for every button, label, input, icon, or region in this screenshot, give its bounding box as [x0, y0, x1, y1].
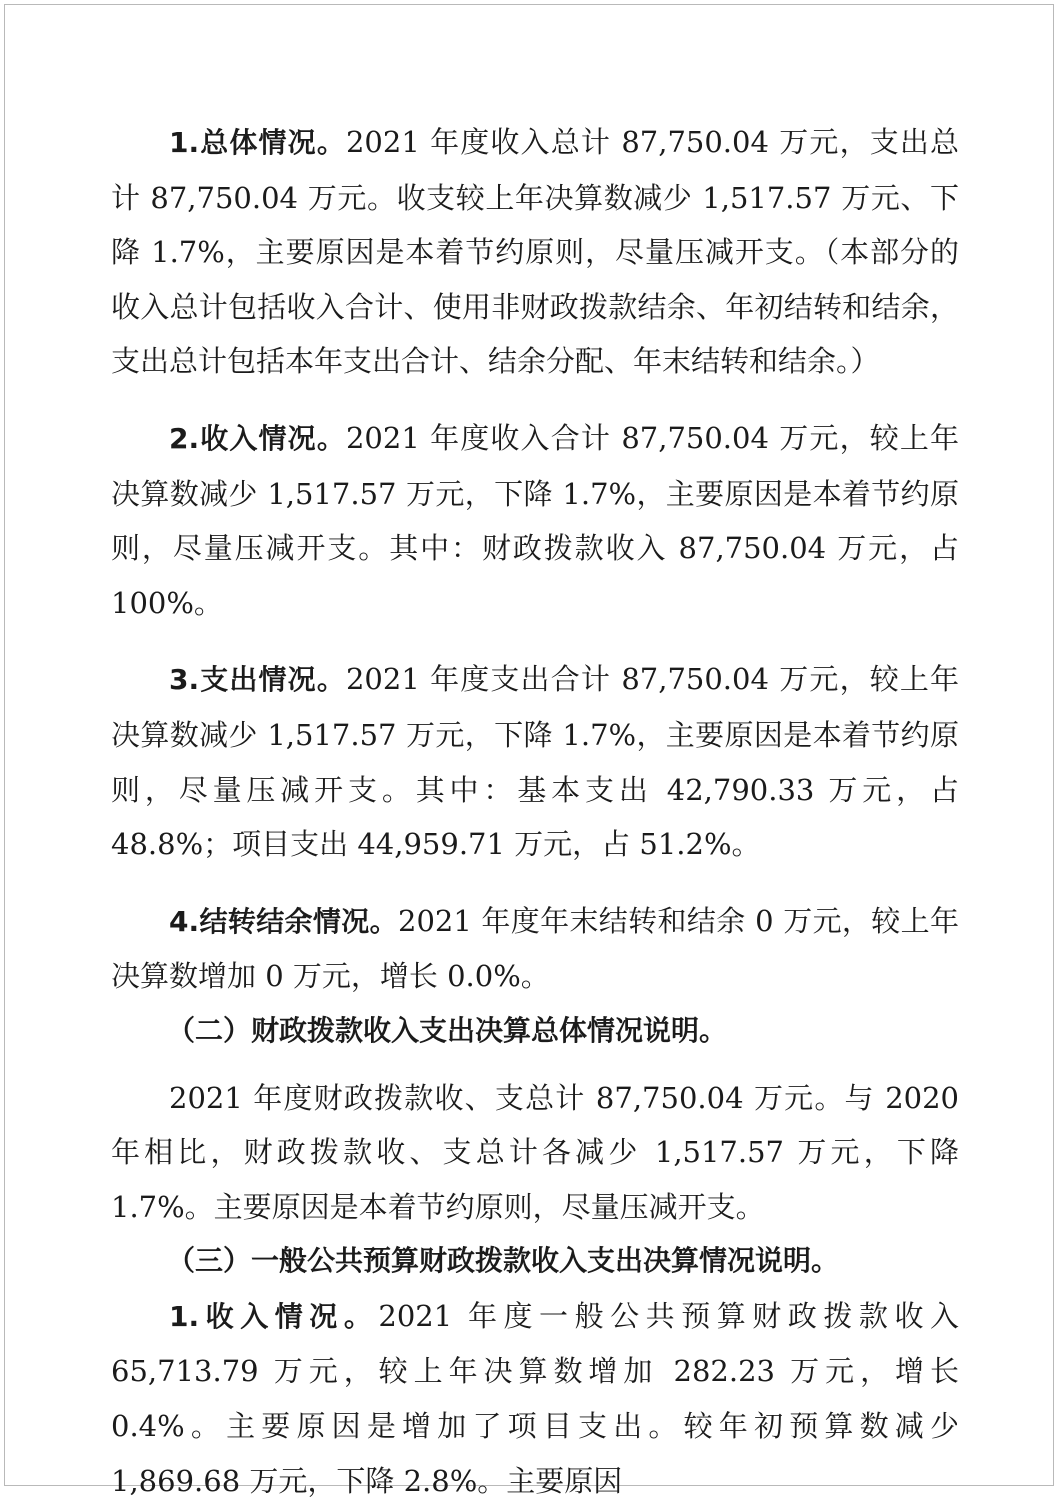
section-heading-2: （二）财政拨款收入支出决算总体情况说明。 [167, 1013, 728, 1047]
overall-text: 2021 年度收入总计 87,750.04 万元，支出总计 87,750.04 万元。收支较上年决算数减少 1,517.57 万元、下降 1.7%，主要原因是本着节约原则，尽量压减开支。（本部分的收入总计包括收入合计、使用非财政拨款结余、年初结转和结余，支出总计包括本年支出合计、结余分配、年末结转和结余。） [111, 125, 959, 379]
income-label: 2.收入情况。 [169, 421, 346, 455]
general-budget-income-label: 1.收入情况。 [169, 1299, 379, 1333]
fiscal-overall-paragraph [111, 1071, 959, 1235]
general-budget-income-text: 2021 年度一般公共预算财政拨款收入 65,713.79 万元，较上年决算数增加 282.23 万元，增长 0.4%。主要原因是增加了项目支出。较年初预算数减少 1,869.68 万元，下降 2.8%。主要原因 [111, 1298, 959, 1498]
income-text: 2021 年度收入合计 87,750.04 万元，较上年决算数减少 1,517.57 万元，下降 1.7%，主要原因是本着节约原则，尽量压减开支。其中：财政拨款收入 87,750.04 万元，占 100%。 [111, 420, 959, 620]
balance-label: 4.结转结余情况。 [169, 904, 398, 938]
expenditure-text: 2021 年度支出合计 87,750.04 万元，较上年决算数减少 1,517.57 万元，下降 1.7%，主要原因是本着节约原则，尽量压减开支。其中：基本支出 42,790.33 万元，占 48.8%；项目支出 44,959.71 万元，占 51.2%。 [111, 662, 959, 862]
expenditure-paragraph [111, 652, 959, 871]
section-heading-3: （三）一般公共预算财政拨款收入支出决算情况说明。 [167, 1244, 840, 1278]
income-paragraph [111, 411, 959, 630]
document-body [111, 115, 959, 1508]
expenditure-label: 3.支出情况。 [169, 663, 346, 697]
balance-paragraph [111, 894, 959, 1004]
overall-paragraph [111, 115, 959, 389]
overall-label: 1.总体情况。 [169, 126, 346, 159]
document-page [4, 4, 1054, 1498]
fiscal-overall-text: 2021 年度财政拨款收、支总计 87,750.04 万元。与 2020 年相比，财政拨款收、支总计各减少 1,517.57 万元，下降 1.7%。主要原因是本着节约原则，尽量压减开支。 [111, 1080, 959, 1224]
general-budget-income-paragraph [111, 1289, 959, 1508]
balance-text: 2021 年度年末结转和结余 0 万元，较上年决算数增加 0 万元，增长 0.0%。 [111, 903, 959, 994]
